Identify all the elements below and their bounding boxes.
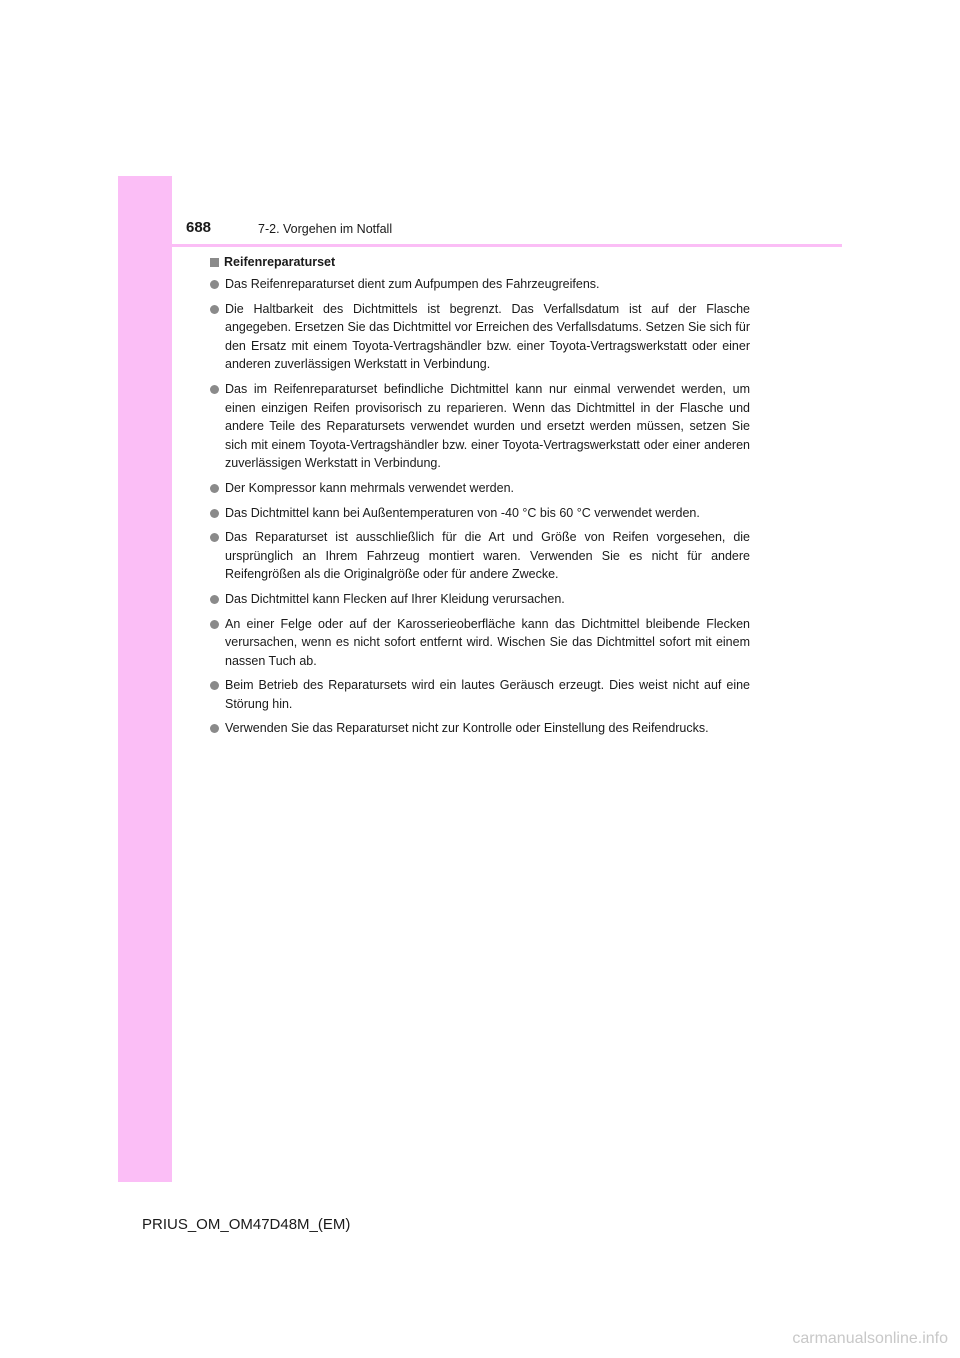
circle-bullet-icon bbox=[210, 595, 219, 604]
side-tab-bar bbox=[118, 176, 172, 1182]
list-item bbox=[210, 590, 750, 609]
list-item bbox=[210, 676, 750, 713]
list-item-text: Der Kompressor kann mehrmals verwendet werden. bbox=[225, 480, 515, 495]
section-heading bbox=[210, 255, 750, 269]
list-item-text: Beim Betrieb des Reparatursets wird ein lautes Geräusch erzeugt. Dies weist nicht auf eine Störung hin. bbox=[225, 678, 750, 711]
list-item-text: Verwenden Sie das Reparaturset nicht zur Kontrolle oder Einstellung des Reifendrucks. bbox=[225, 721, 709, 736]
list-item-text: Die Haltbarkeit des Dichtmittels ist begrenzt. Das Verfallsdatum ist auf der Flasche angegeben. Ersetzen Sie das Dichtmittel vor Erreichen des Verfallsdatums. Setzen Sie sich für den Ersatz mit einem Toyota-Vertragshändler bzw. einer Toyota-Vertragswerkstatt oder einer anderen zuverlässigen Werkstatt in Verbindung. bbox=[225, 301, 750, 372]
circle-bullet-icon bbox=[210, 280, 219, 289]
list-item-text: Das im Reifenreparaturset befindliche Dichtmittel kann nur einmal verwendet werden, um einen einzigen Reifen provisorisch zu reparieren. Wenn das Dichtmittel in der Flasche und andere Teile des Reparatursets verwendet wurden und ersetzt werden müssen, setzen Sie sich mit einem Toyota-Vertragshändler bzw. einer Toyota-Vertragswerkstatt oder einer anderen zuverlässigen Werkstatt in Verbindung. bbox=[225, 381, 750, 471]
list-item bbox=[210, 615, 750, 671]
list-item bbox=[210, 380, 750, 473]
circle-bullet-icon bbox=[210, 724, 219, 733]
list-item bbox=[210, 300, 750, 374]
watermark: carmanualsonline.info bbox=[792, 1330, 948, 1347]
circle-bullet-icon bbox=[210, 509, 219, 518]
page-number: 688 bbox=[186, 219, 212, 236]
circle-bullet-icon bbox=[210, 484, 219, 493]
footer-doc-code: PRIUS_OM_OM47D48M_(EM) bbox=[142, 1216, 351, 1233]
circle-bullet-icon bbox=[210, 305, 219, 314]
list-item-text: An einer Felge oder auf der Karosserieoberfläche kann das Dichtmittel bleibende Flecken verursachen, wenn es nicht sofort entfernt wird. Wischen Sie das Dichtmittel sofort mit einem nassen Tuch ab. bbox=[225, 616, 750, 668]
circle-bullet-icon bbox=[210, 533, 219, 542]
circle-bullet-icon bbox=[210, 620, 219, 629]
list-item bbox=[210, 275, 750, 294]
list-item bbox=[210, 479, 750, 498]
list-item bbox=[210, 504, 750, 523]
header-rule bbox=[118, 244, 842, 247]
circle-bullet-icon bbox=[210, 681, 219, 690]
list-item-text: Das Reifenreparaturset dient zum Aufpumpen des Fahrzeugreifens. bbox=[225, 277, 600, 291]
list-item-text: Das Reparaturset ist ausschließlich für die Art und Größe von Reifen vorgesehen, die ursprünglich an Ihrem Fahrzeug montiert waren. Verwenden Sie es nicht für andere Reifengrößen als die Originalgröße oder für andere Zwecke. bbox=[225, 530, 750, 582]
list-item bbox=[210, 528, 750, 584]
section-content bbox=[210, 255, 750, 744]
section-heading-text: Reifenreparaturset bbox=[224, 255, 336, 269]
list-item bbox=[210, 719, 750, 738]
circle-bullet-icon bbox=[210, 385, 219, 394]
list-item-text: Das Dichtmittel kann Flecken auf Ihrer Kleidung verursachen. bbox=[225, 591, 565, 606]
chapter-title: 7-2. Vorgehen im Notfall bbox=[258, 222, 393, 236]
square-bullet-icon bbox=[210, 258, 219, 267]
list-item-text: Das Dichtmittel kann bei Außentemperaturen von -40 °C bis 60 °C verwendet werden. bbox=[225, 505, 700, 520]
